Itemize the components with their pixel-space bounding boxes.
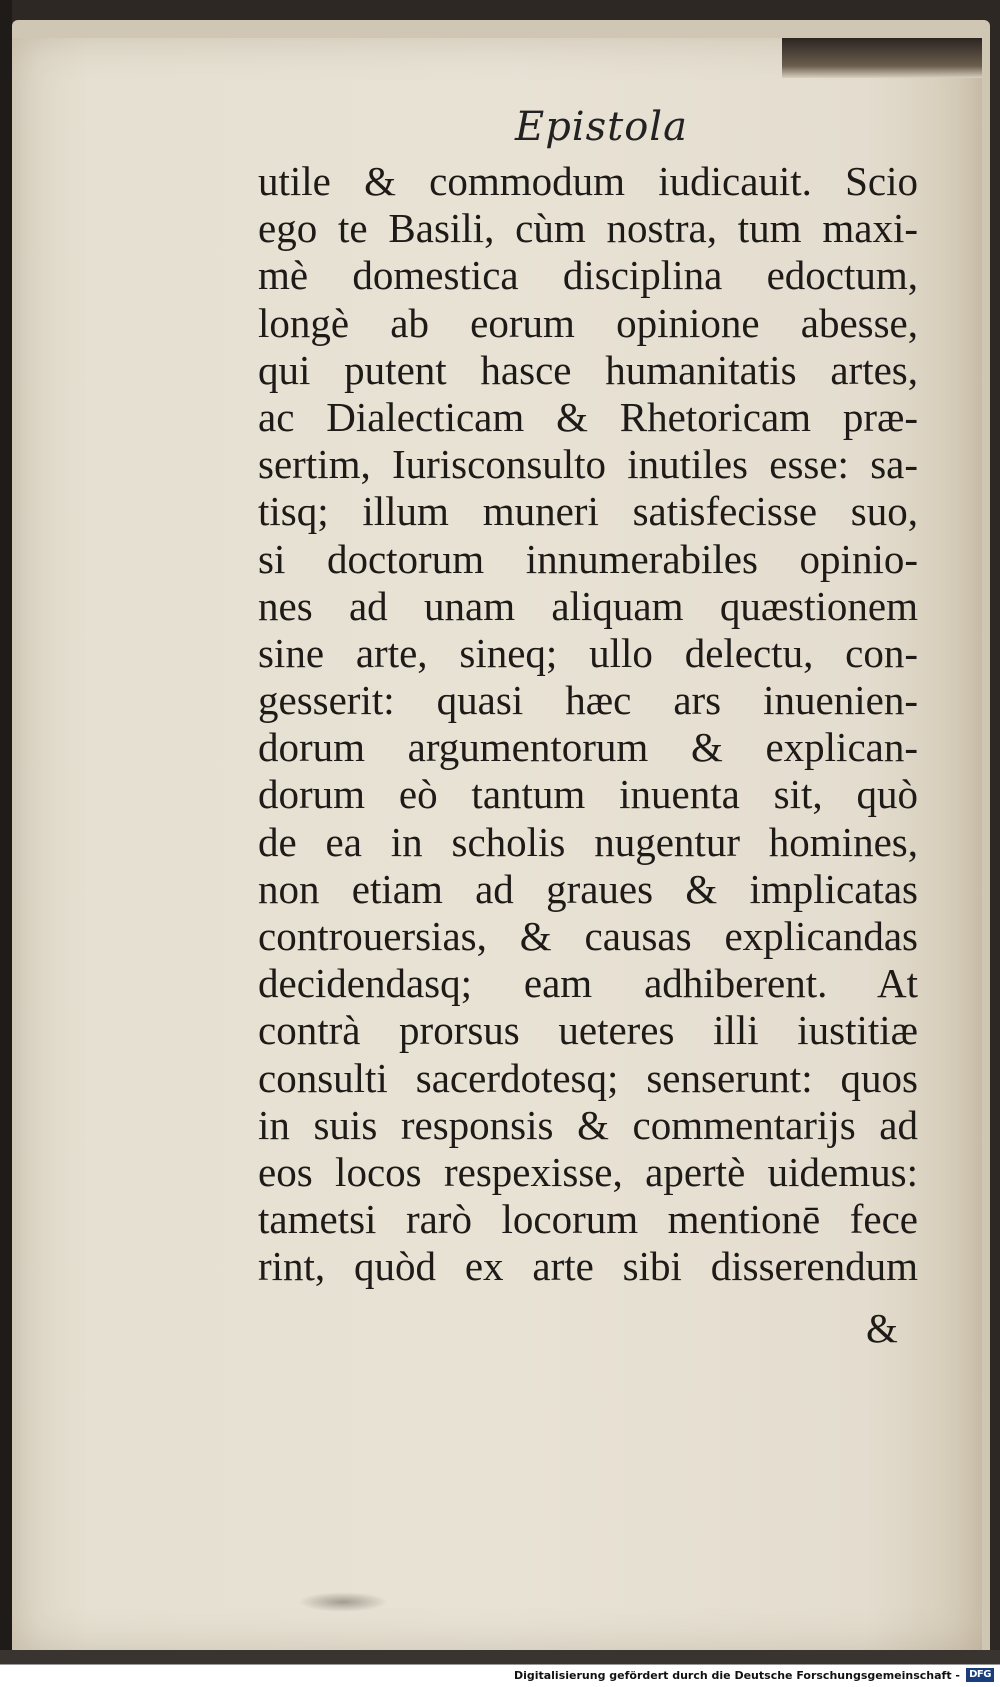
text-line: dorum eò tantum inuenta sit, quò [258,771,918,818]
scan-bottom-edge [0,1650,1000,1664]
dfg-logo-icon: DFG [966,1668,994,1682]
text-line: tisq; illum muneri satisfecisse suo, [258,488,918,535]
text-line: utile & commodum iudicauit. Scio [258,158,918,204]
text-line: non etiam ad graues & implicatas [258,865,918,912]
text-line: contrà prorsus ueteres illi iustitiæ [258,1007,918,1054]
text-line: controuersias, & causas explicandas [258,913,918,959]
running-head: Epistola [515,104,688,150]
text-line: sine arte, sineq; ullo delectu, con- [258,629,918,676]
text-line: si doctorum innumerabiles opinio- [258,535,918,582]
body-text [258,158,918,1291]
text-line: de ea in scholis nugentur homines, [258,818,918,865]
text-line: qui putent hasce humanitatis artes, [258,346,918,393]
text-line: in suis responsis & commentarijs ad [258,1101,918,1148]
text-line: eos locos respexisse, apertè uidemus: [258,1148,918,1195]
text-line: consulti sacerdotesq; senserunt: quos [258,1054,918,1101]
text-line: decidendasq; eam adhiberent. At [258,960,918,1007]
catchword: & [866,1305,898,1351]
page-corner-shadow [782,38,982,78]
text-line: rint, quòd ex arte sibi disserendum [258,1243,918,1290]
text-line: ego te Basili, cùm nostra, tum maxi- [258,205,918,252]
text-line: dorum argumentorum & explican- [258,724,918,771]
text-line: ac Dialecticam & Rhetoricam præ- [258,393,918,440]
text-line: longè ab eorum opinione abesse, [258,299,918,346]
text-line: sertim, Iurisconsulto inutiles esse: sa- [258,441,918,488]
funding-notice: Digitalisierung gefördert durch die Deutsche Forschungsgemeinschaft - [513,1669,960,1682]
footer-bar [0,1664,1000,1687]
ink-smudge [298,1592,388,1612]
text-line: tametsi rarò locorum mentionē fece [258,1196,918,1243]
text-line: nes ad unam aliquam quæstionem [258,582,918,629]
book-edge [0,0,12,1660]
text-line: gesserit: quasi hæc ars inuenien- [258,677,918,724]
text-line: mè domestica disciplina edoctum, [258,252,918,299]
